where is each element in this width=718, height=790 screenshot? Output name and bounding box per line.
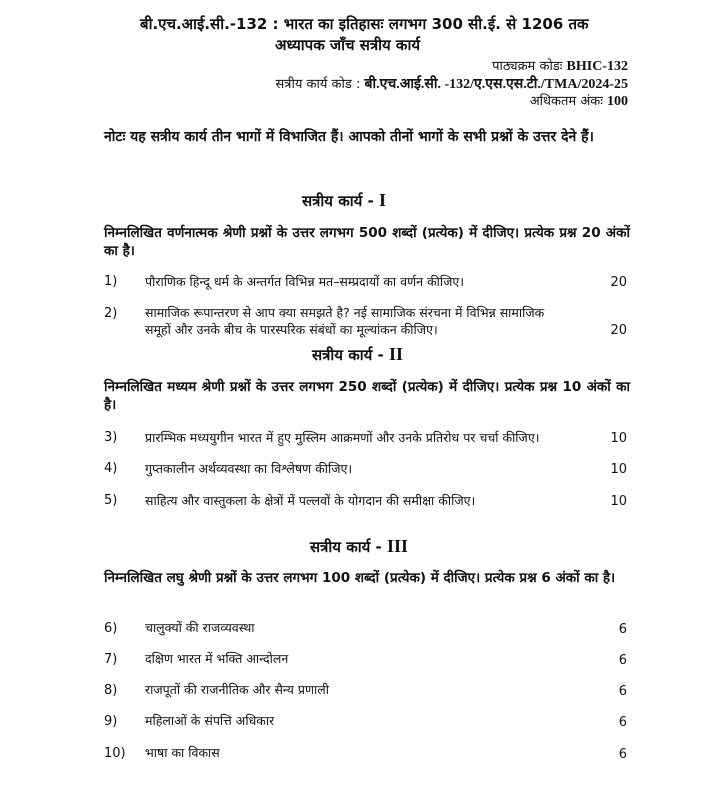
question-marks: 20: [610, 323, 627, 338]
max-marks: 100: [607, 94, 628, 109]
section-heading-prefix: सत्रीय कार्य -: [312, 346, 384, 364]
question-number: 7): [104, 652, 118, 667]
question-marks: 6: [618, 715, 627, 730]
question-marks: 6: [618, 747, 627, 762]
section-roman-numeral: II: [389, 344, 404, 364]
question-text-line2: समूहों और उनके बीच के पारस्परिक संबंधों का मूल्यांकन कीजिए।: [145, 322, 438, 337]
question-marks: 6: [618, 622, 627, 637]
question-number: 5): [104, 493, 118, 508]
question-number: 1): [104, 274, 118, 289]
question-marks: 10: [610, 431, 627, 446]
section-heading-1: [302, 190, 386, 211]
section-heading-prefix: सत्रीय कार्य -: [310, 538, 382, 556]
question-text: राजपूतों की राजनीतिक और सैन्य प्रणाली: [145, 682, 329, 697]
question-number: 10): [104, 746, 126, 761]
section-instruction-2: निम्नलिखित मध्यम श्रेणी प्रश्नों के उत्तर लगभग 250 शब्दों (प्रत्येक) में दीजिए। प्रत्येक प्रश्न 10 अंकों का है।: [104, 379, 630, 413]
course-code-label: पाठ्यक्रम कोडः: [492, 59, 563, 74]
question-text: साहित्य और वास्तुकला के क्षेत्रों में पल्लवों के योगदान की समीक्षा कीजिए।: [145, 493, 476, 508]
question-text: प्रारम्भिक मध्ययुगीन भारत में हुए मुस्लिम आक्रमणों और उनके प्रतिरोध पर चर्चा कीजिए।: [145, 430, 540, 445]
document-title-line1: बी.एच.आई.सी.-132 : भारत का इतिहासः लगभग 300 सी.ई. से 1206 तक: [140, 15, 589, 33]
question-text: भाषा का विकास: [145, 745, 220, 760]
course-code-line: [492, 56, 628, 75]
section-heading-3: [310, 536, 408, 557]
assignment-code-label: सत्रीय कार्य कोड :: [275, 77, 361, 92]
document-title-line2: अध्यापक जाँच सत्रीय कार्य: [275, 36, 421, 54]
question-text: चालुक्यों की राजव्यवस्था: [145, 620, 255, 635]
max-marks-line: [530, 91, 628, 110]
question-number: 4): [104, 461, 118, 476]
section-instruction-3: निम्नलिखित लघु श्रेणी प्रश्नों के उत्तर लगभग 100 शब्दों (प्रत्येक) में दीजिए। प्रत्येक प्रश्न 6 अंकों का है।: [104, 570, 616, 586]
note-paragraph: नोटः यह सत्रीय कार्य तीन भागों में विभाजित हैं। आपको तीनों भागों के सभी प्रश्नों के उत्तर देने हैं।: [104, 129, 594, 145]
assignment-code: बी.एच.आई.सी. -132/ए.एस.एस.टी./TMA/2024-25: [364, 77, 628, 92]
section-heading-2: [312, 344, 403, 365]
question-number: 8): [104, 683, 118, 698]
section-instruction-1: निम्नलिखित वर्णनात्मक श्रेणी प्रश्नों के उत्तर लगभग 500 शब्दों (प्रत्येक) में दीजिए। प्रत्येक प्रश्न 20 अंकों का है।: [104, 225, 630, 259]
question-number: 2): [104, 306, 118, 321]
question-marks: 10: [610, 462, 627, 477]
question-text-line1: सामाजिक रूपान्तरण से आप क्या समझते है? नई सामाजिक संरचना में विभिन्न सामाजिक: [145, 305, 545, 320]
section-roman-numeral: I: [379, 190, 387, 210]
section-heading-prefix: सत्रीय कार्य -: [302, 192, 374, 210]
question-text: गुप्तकालीन अर्थव्यवस्था का विश्लेषण कीजिए।: [145, 461, 353, 476]
question-text: दक्षिण भारत में भक्ति आन्दोलन: [145, 651, 289, 666]
question-marks: 6: [618, 653, 627, 668]
question-number: 3): [104, 430, 118, 445]
question-marks: 20: [610, 275, 627, 290]
question-number: 6): [104, 621, 118, 636]
section-roman-numeral: III: [387, 536, 409, 556]
course-code: BHIC-132: [566, 59, 628, 74]
question-text: महिलाओं के संपत्ति अधिकार: [145, 713, 275, 728]
question-number: 9): [104, 714, 118, 729]
question-text: पौराणिक हिन्दू धर्म के अन्तर्गत विभिन्न मत–सम्प्रदायों का वर्णन कीजिए।: [145, 274, 465, 289]
question-marks: 6: [618, 684, 627, 699]
max-marks-label: अधिकतम अंकः: [529, 94, 603, 109]
question-marks: 10: [610, 494, 627, 509]
